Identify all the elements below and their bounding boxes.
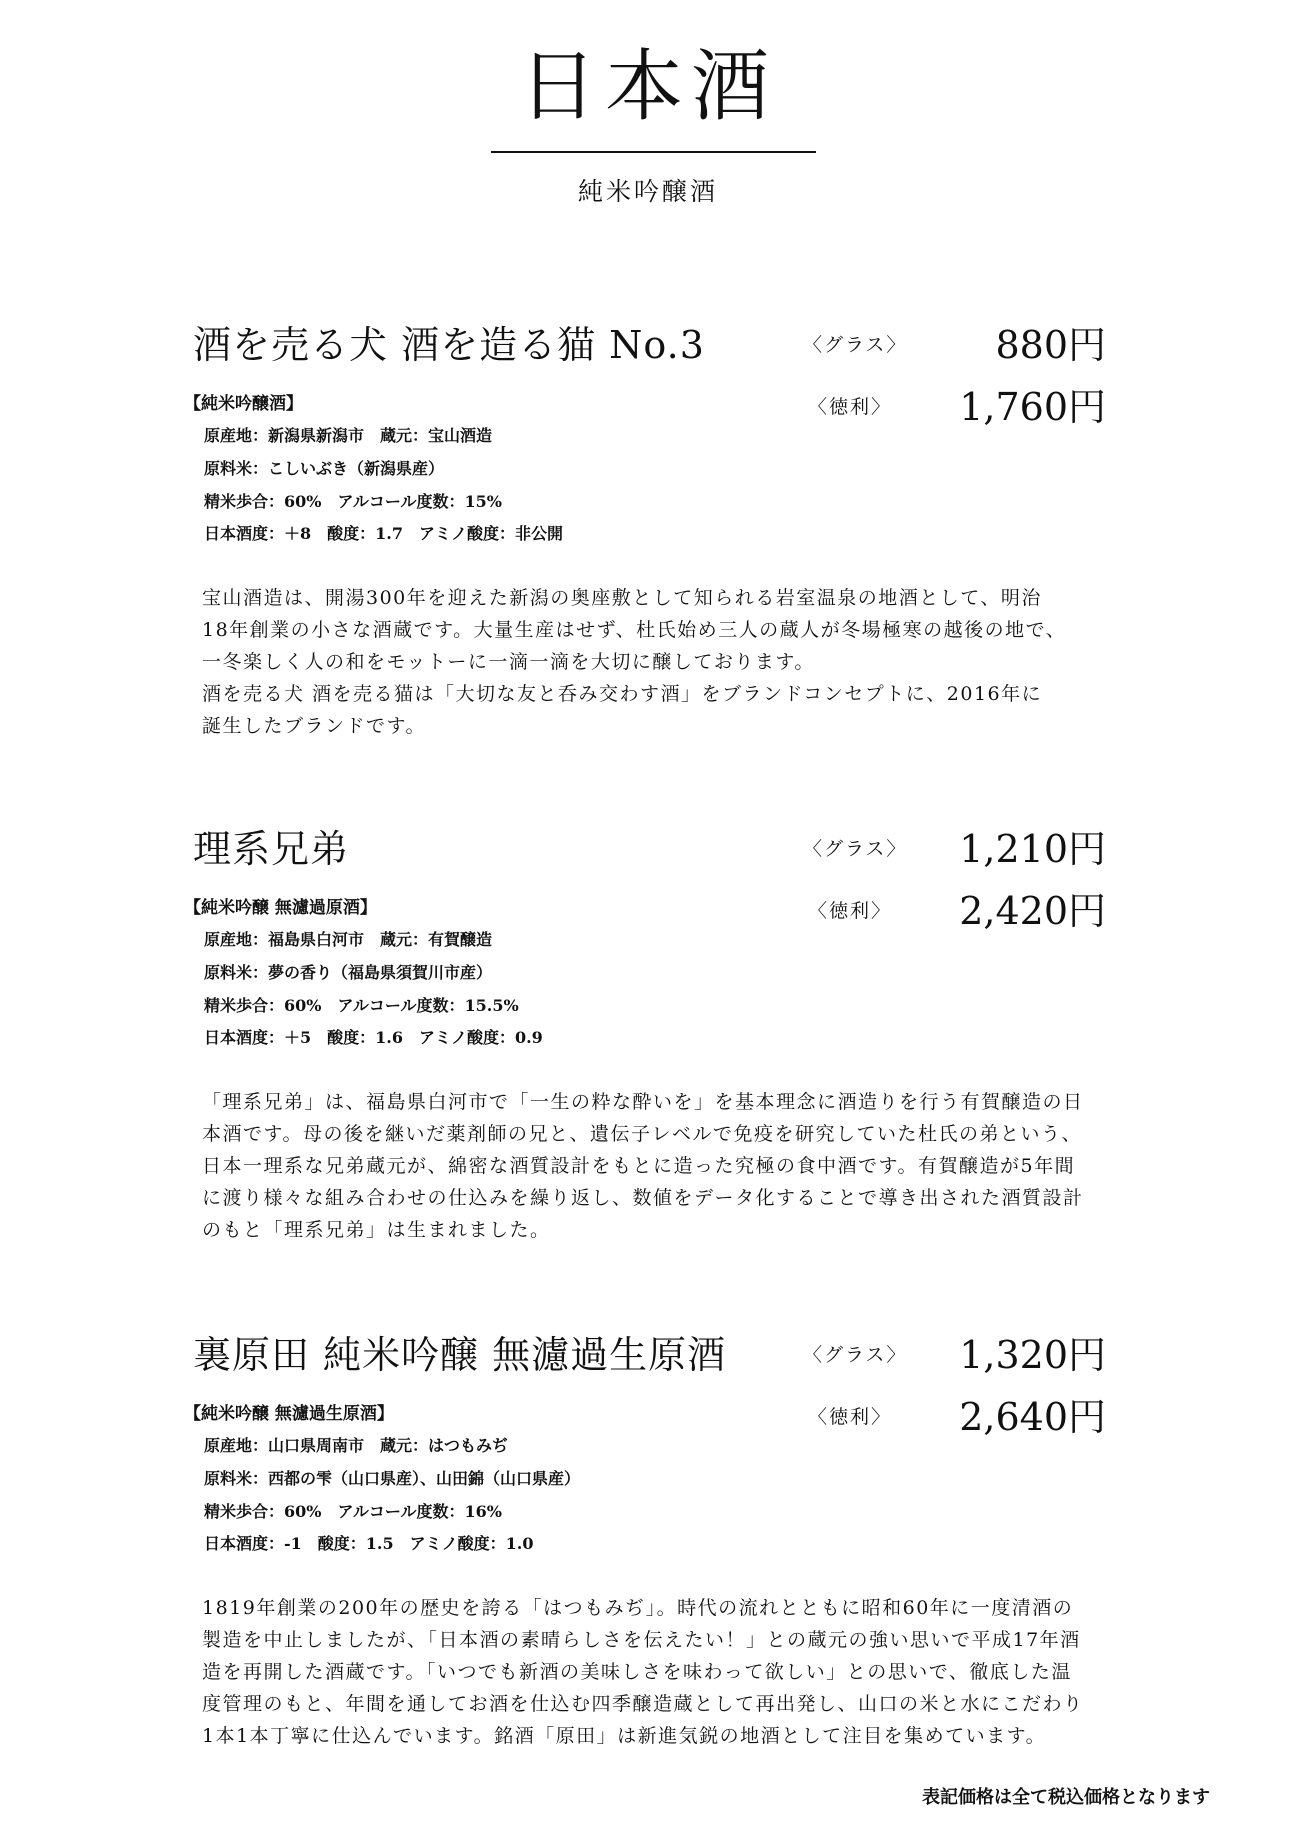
description-line: 製造を中止しましたが、「日本酒の素晴らしさを伝えたい！」との蔵元の強い思いで平成17年酒 (202, 1629, 1081, 1651)
spec-line: 精米歩合：60% アルコール度数：16% (204, 1502, 502, 1521)
description-line: 1本1本丁寧に仕込んでいます。銘酒「原田」は新進気鋭の地酒として注目を集めています。 (202, 1725, 1047, 1747)
sake-description (202, 582, 1142, 742)
spec-line: 原産地：新潟県新潟市 蔵元：宝山酒造 (204, 426, 493, 445)
spec-line: 原料米：こしいぶき（新潟県産） (204, 459, 445, 478)
sake-category: 【純米吟醸 無濾過生原酒】 (184, 1404, 394, 1424)
glass-label: 〈グラス〉 (803, 1344, 908, 1366)
sake-description (202, 1592, 1142, 1752)
description-line: 誕生したブランドです。 (202, 715, 426, 737)
description-line: 宝山酒造は、開湯300年を迎えた新潟の奥座敷として知られる岩室温泉の地酒として、明治 (202, 587, 1042, 609)
glass-label: 〈グラス〉 (803, 334, 908, 356)
bottle-price: 2,640円 (959, 1395, 1106, 1439)
bottle-label: 〈徳利〉 (808, 1406, 893, 1428)
sake-name: 裏原田 純米吟醸 無濾過生原酒 (193, 1333, 727, 1377)
spec-line: 日本酒度：-1 酸度：1.5 アミノ酸度：1.0 (204, 1534, 534, 1553)
bottle-price: 1,760円 (959, 385, 1106, 429)
spec-line: 日本酒度：＋5 酸度：1.6 アミノ酸度：0.9 (204, 1028, 543, 1047)
sake-name: 理系兄弟 (193, 827, 350, 871)
glass-price: 1,210円 (959, 827, 1106, 871)
sake-item (0, 827, 1296, 1260)
sake-category: 【純米吟醸酒】 (184, 394, 303, 414)
spec-line: 精米歩合：60% アルコール度数：15.5% (204, 996, 519, 1015)
spec-line: 原料米：夢の香り（福島県須賀川市産） (204, 963, 493, 982)
bottle-price: 2,420円 (959, 889, 1106, 933)
page-title: 日本酒 (518, 42, 777, 132)
spec-line: 原産地：山口県周南市 蔵元：はつもみぢ (204, 1436, 509, 1455)
bottle-label: 〈徳利〉 (808, 900, 893, 922)
glass-label: 〈グラス〉 (803, 838, 908, 860)
description-line: のもと「理系兄弟」は生まれました。 (202, 1219, 551, 1241)
tax-note: 表記価格は全て税込価格となります (922, 1787, 1210, 1808)
description-line: 度管理のもと、年間を通してお酒を仕込む四季醸造蔵として再出発し、山口の米と水にこだわり (202, 1693, 1084, 1715)
description-line: 本酒です。母の後を継いだ薬剤師の兄と、遺伝子レベルで免疫を研究していた杜氏の弟という、 (202, 1123, 1082, 1145)
spec-line: 精米歩合：60% アルコール度数：15% (204, 492, 502, 511)
bottle-label: 〈徳利〉 (808, 396, 893, 418)
sake-description (202, 1086, 1142, 1246)
sake-category: 【純米吟醸 無濾過原酒】 (184, 898, 377, 918)
spec-line: 原料米：西都の雫（山口県産）、山田錦（山口県産） (204, 1469, 581, 1488)
sake-name: 酒を売る犬 酒を造る猫 No.3 (193, 323, 705, 367)
description-line: 一冬楽しく人の和をモットーに一滴一滴を大切に醸しております。 (202, 651, 815, 673)
description-line: 酒を売る犬 酒を売る猫は「大切な友と呑み交わす酒」をブランドコンセプトに、2016年に (202, 683, 1043, 705)
description-line: 「理系兄弟」は、福島県白河市で「一生の粋な酔いを」を基本理念に酒造りを行う有賀醸造の日 (202, 1091, 1084, 1113)
sake-item (0, 323, 1296, 756)
description-line: に渡り様々な組み合わせの仕込みを繰り返し、数値をデータ化することで導き出された酒質設計 (202, 1187, 1084, 1209)
description-line: 造を再開した酒蔵です。「いつでも新酒の美味しさを味わって欲しい」との思いで、徹底した温 (202, 1661, 1072, 1683)
sake-item (0, 1333, 1296, 1766)
glass-price: 1,320円 (959, 1333, 1106, 1377)
page-subtitle: 純米吟醸酒 (577, 177, 718, 206)
description-line: 18年創業の小さな酒蔵です。大量生産はせず、杜氏始め三人の蔵人が冬場極寒の越後の地で、 (202, 619, 1067, 641)
glass-price: 880円 (995, 323, 1106, 367)
description-line: 1819年創業の200年の歴史を誇る「はつもみぢ」。時代の流れとともに昭和60年に一度清酒の (202, 1597, 1074, 1619)
spec-line: 原産地：福島県白河市 蔵元：有賀醸造 (204, 930, 493, 949)
description-line: 日本一理系な兄弟蔵元が、綿密な酒質設計をもとに造った究極の食中酒です。有賀醸造が5年間 (202, 1155, 1076, 1177)
title-divider (491, 151, 816, 153)
spec-line: 日本酒度：＋8 酸度：1.7 アミノ酸度：非公開 (204, 524, 563, 543)
